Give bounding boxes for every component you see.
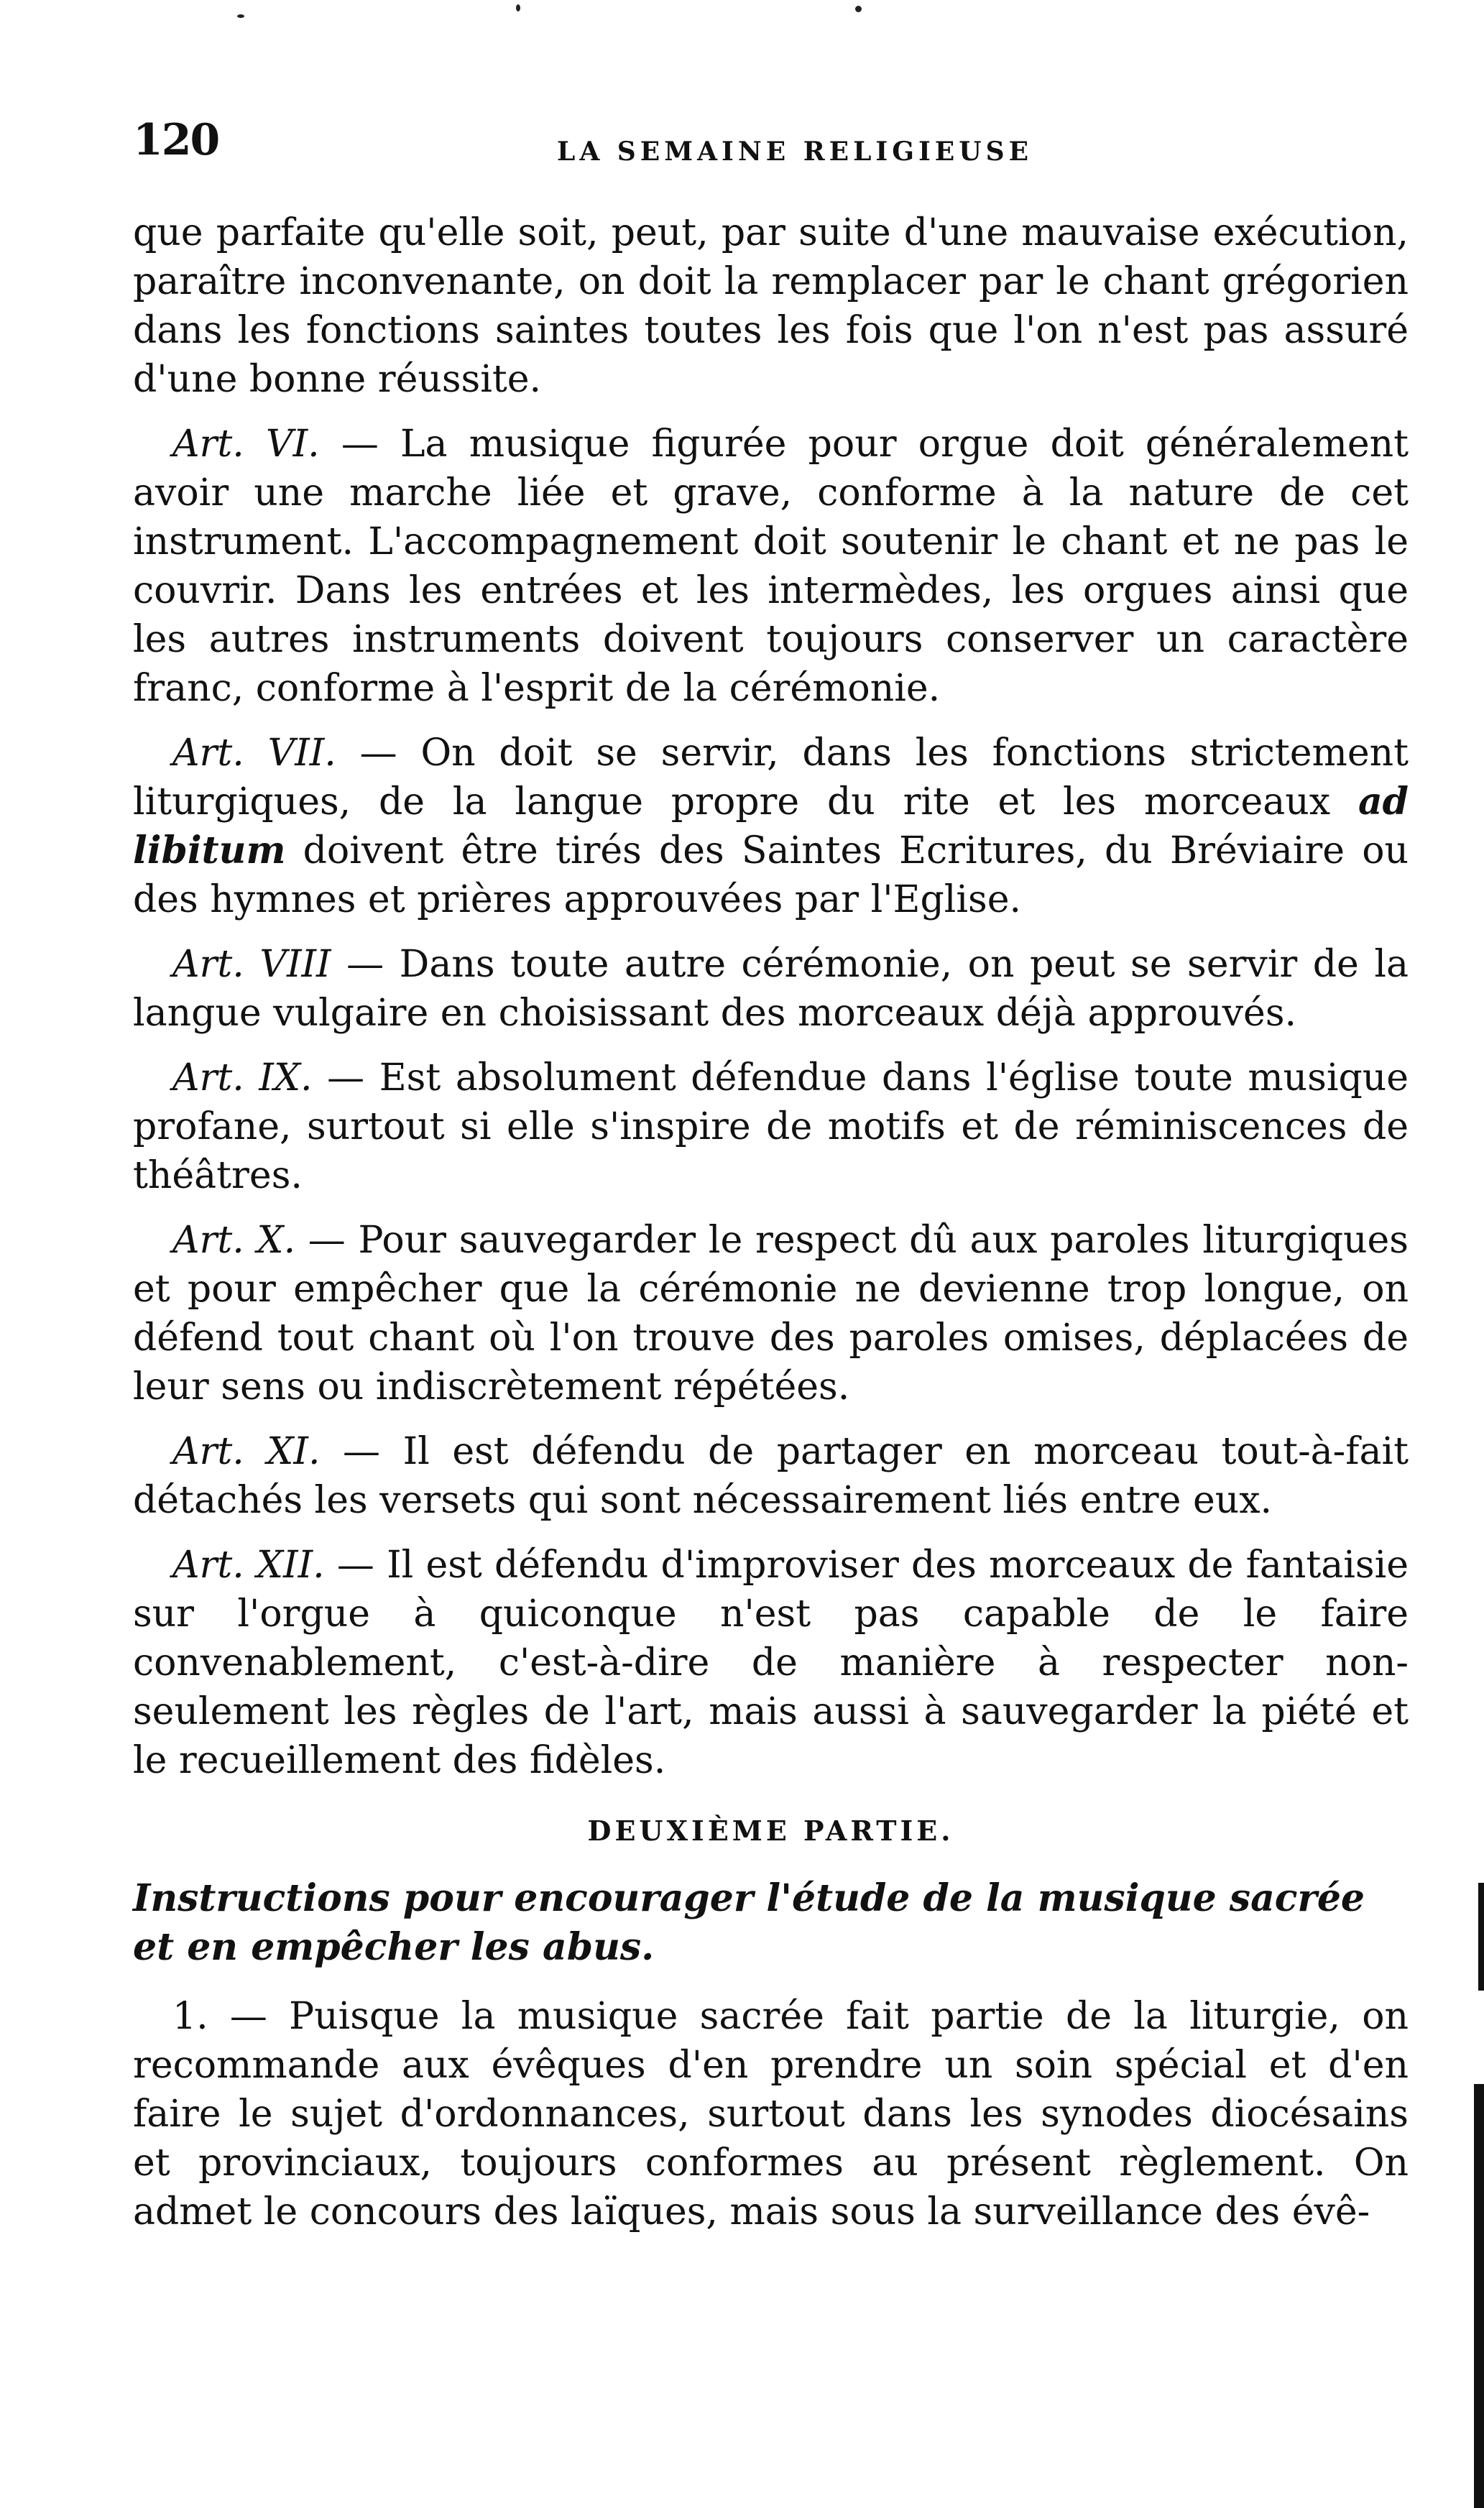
article-label: Art. VIII xyxy=(172,943,331,986)
scan-speck xyxy=(516,4,520,11)
article-label: Art. XII. xyxy=(172,1544,325,1587)
scan-speck xyxy=(237,14,244,18)
section-subtitle: Instructions pour encourager l'étude de la musique sacrée et en empêcher les abus. xyxy=(133,1876,1365,1969)
article-10 xyxy=(133,1216,1409,1411)
article-7 xyxy=(133,729,1409,924)
article-11 xyxy=(133,1427,1409,1525)
section-title: DEUXIÈME PARTIE. xyxy=(587,1815,954,1847)
article-8 xyxy=(133,940,1409,1038)
paragraph-text: que parfaite qu'elle soit, peut, par suite d'une mauvaise exécution, paraître inconvenante, on doit la remplacer par le chant grégorien dans les fonctions saintes toutes les fois que l'on n'est pas assuré d'une bonne réussite. xyxy=(133,211,1409,401)
article-text: doivent être tirés des Saintes Ecritures, du Bréviaire ou des hymnes et prières approuvées par l'Eglise. xyxy=(133,829,1409,921)
article-label: Art. VI. xyxy=(172,423,320,466)
article-text: — Il est défendu d'improviser des morceaux de fantaisie sur l'orgue à quiconque n'est pas capable de le faire convenablement, c'est-à-dire de manière à respecter non-seulement les règles de l'art, mais aussi à sauvegarder la piété et le recueillement des fidèles. xyxy=(133,1544,1409,1782)
numbered-item-1 xyxy=(133,1992,1409,2236)
paragraph-continuation xyxy=(133,208,1409,404)
emphasis-text: ad libitum xyxy=(133,780,1409,872)
body-text xyxy=(133,208,1409,2252)
article-text: — Est absolument défendue dans l'église toute musique profane, surtout si elle s'inspire de motifs et de réminiscences de théâtres. xyxy=(133,1056,1409,1197)
scan-speck xyxy=(855,6,862,12)
article-text: — Pour sauvegarder le respect dû aux paroles liturgiques et pour empêcher que la cérémonie ne devienne trop longue, on défend tout chant où l'on trouve des paroles omises, déplacées de leur sens ou indiscrètement répétées. xyxy=(133,1219,1409,1409)
page-number: 120 xyxy=(133,115,219,165)
article-text: — La musique figurée pour orgue doit généralement avoir une marche liée et grave, conforme à la nature de cet instrument. L'accompagnement doit soutenir le chant et ne pas le couvrir. Dans les entrées et les intermèdes, les orgues ainsi que les autres instruments doivent toujours conserver un caractère franc, conforme à l'esprit de la cérémonie. xyxy=(133,423,1409,710)
article-label: Art. IX. xyxy=(172,1056,313,1099)
scan-edge-mark xyxy=(1474,2084,1484,2508)
item-number: 1. xyxy=(172,1995,208,2038)
article-label: Art. X. xyxy=(172,1219,296,1262)
article-text: — On doit se servir, dans les fonctions strictement liturgiques, de la langue propre du rite et les morceaux xyxy=(133,732,1409,824)
article-label: Art. VII. xyxy=(172,732,336,775)
scan-edge-mark xyxy=(1478,1883,1484,1991)
running-title: LA SEMAINE RELIGIEUSE xyxy=(557,137,1033,167)
article-text: — Il est défendu de partager en morceau tout-à-fait détachés les versets qui sont nécessairement liés entre eux. xyxy=(133,1430,1409,1522)
article-9 xyxy=(133,1054,1409,1200)
article-12 xyxy=(133,1541,1409,1785)
article-label: Art. XI. xyxy=(172,1430,321,1473)
article-6 xyxy=(133,420,1409,713)
page-header xyxy=(133,115,1405,180)
item-text: — Puisque la musique sacrée fait partie de la liturgie, on recommande aux évêques d'en prendre un soin spécial et d'en faire le sujet d'ordonnances, surtout dans les synodes diocésains et provinciaux, toujours conformes au présent règlement. On admet le concours des laïques, mais sous la surveillance des évê- xyxy=(133,1995,1409,2233)
article-text: — Dans toute autre cérémonie, on peut se servir de la langue vulgaire en choisissant des morceaux déjà approuvés. xyxy=(133,943,1409,1035)
